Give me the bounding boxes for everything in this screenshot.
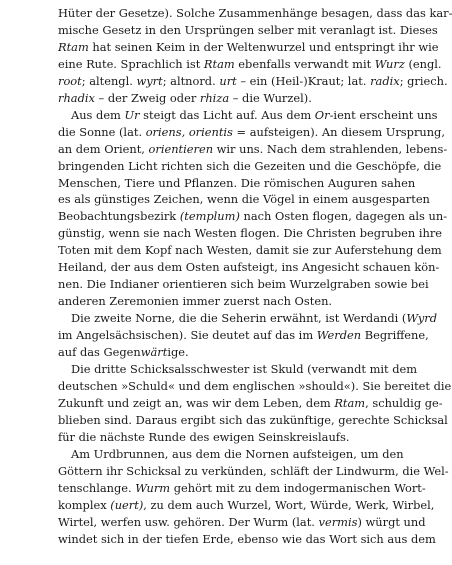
italic-term: wyrt xyxy=(136,73,163,88)
text-run: ) würgt und xyxy=(357,514,426,529)
text-run: günstig, wenn sie nach Westen flogen. Die Christen begruben ihre xyxy=(58,226,443,241)
text-run: eine Rute. Sprachlich ist xyxy=(58,56,204,71)
text-run: ; altnord. xyxy=(162,73,220,88)
text-run: steigt das Licht auf. Aus dem xyxy=(139,107,315,122)
italic-term: Wurz xyxy=(374,56,405,71)
italic-term: Wyrd xyxy=(406,311,437,326)
italic-term: Rtam xyxy=(334,395,366,410)
text-run: = aufsteigen). An diesem Ursprung, xyxy=(232,124,445,139)
text-line xyxy=(58,56,442,73)
paragraph xyxy=(58,361,452,446)
paragraph xyxy=(58,107,448,310)
text-run: Zukunft und zeigt an, was wir dem Leben, dem xyxy=(58,395,335,410)
text-run: auf das Gegen xyxy=(58,345,141,360)
text-run: ; griech. xyxy=(399,73,448,88)
text-line xyxy=(58,446,404,463)
text-line xyxy=(58,497,435,514)
text-run: bringenden Licht richten sich die Gezeiten und die Geschöpfe, die xyxy=(58,158,442,173)
text-line xyxy=(58,276,429,293)
text-line xyxy=(58,310,437,327)
text-run: für die nächste Runde des ewigen Seinskreislaufs. xyxy=(58,429,350,444)
text-run: Die zweite Norne, die die Seherin erwähnt, ist Werdandi ( xyxy=(71,311,407,326)
text-run: Aus dem xyxy=(71,107,125,122)
text-run: – der Zweig oder xyxy=(94,90,200,105)
text-run: Beobachtungsbezirk xyxy=(58,209,180,224)
italic-term: radix xyxy=(370,73,400,88)
text-run: Begriffene, xyxy=(361,328,429,343)
text-run: gehört mit zu dem indogermanischen Wort- xyxy=(170,480,426,495)
text-run: Heiland, der aus dem Osten aufsteigt, ins Angesicht schauen kön- xyxy=(58,260,440,275)
italic-term: Werden xyxy=(316,328,362,343)
text-run: Am Urdbrunnen, aus dem die Nornen aufsteigen, um den xyxy=(71,446,404,461)
text-run: anderen Zeremonien immer zuerst nach Osten. xyxy=(58,294,333,309)
italic-term: oriens, orientis xyxy=(145,124,233,139)
italic-term: rhiza xyxy=(199,90,230,105)
text-line xyxy=(58,344,380,361)
text-line xyxy=(58,480,426,497)
text-run: Menschen, Tiere und Pflanzen. Die römischen Auguren sahen xyxy=(58,175,416,190)
text-run: Hüter der Gesetze). Solche Zusammenhänge besagen, dass das kar- xyxy=(58,6,452,20)
italic-term: Wurm xyxy=(135,480,171,495)
text-line xyxy=(58,141,448,158)
text-line xyxy=(58,124,445,141)
text-run: komplex xyxy=(58,497,111,512)
text-line xyxy=(58,361,418,378)
text-run: windet sich in der tiefen Erde, ebenso wie das Wort sich aus dem xyxy=(58,531,436,546)
text-line xyxy=(58,293,380,310)
text-line xyxy=(58,39,439,56)
text-line xyxy=(58,225,443,242)
text-line xyxy=(58,463,449,480)
text-run: nen. Die Indianer orientieren sich beim Wurzelgraben sowie bei xyxy=(58,277,429,292)
paragraph xyxy=(58,5,452,107)
text-run: wir uns. Nach dem strahlenden, lebens- xyxy=(213,141,448,156)
text-line xyxy=(58,327,429,344)
paragraph xyxy=(58,310,437,361)
text-run: (engl. xyxy=(404,56,442,71)
text-line xyxy=(58,191,430,208)
text-line xyxy=(58,208,448,225)
italic-term: Rtam xyxy=(203,56,235,71)
text-run: Wirtel, werfen usw. gehören. Der Wurm (lat. xyxy=(58,514,319,529)
text-line xyxy=(58,412,448,429)
italic-term: Ur xyxy=(124,107,140,122)
text-line xyxy=(58,514,426,531)
text-run: im Angelsächsischen). Sie deutet auf das im xyxy=(58,328,317,343)
text-run: – die Wurzel). xyxy=(229,90,312,105)
italic-term: rhadix xyxy=(58,90,95,105)
text-run: an dem Orient, xyxy=(58,141,149,156)
text-line xyxy=(58,395,443,412)
text-run: Toten mit dem Kopf nach Westen, damit sie zur Auferstehung dem xyxy=(58,243,442,258)
text-run: – ein (Heil-)Kraut; lat. xyxy=(236,73,371,88)
text-run: blieben sind. Daraus ergibt sich das zukünftige, gerechte Schicksal xyxy=(58,412,448,427)
text-run: ; altengl. xyxy=(81,73,137,88)
text-run: , schuldig ge- xyxy=(365,395,443,410)
paragraph xyxy=(58,446,449,548)
text-line xyxy=(58,22,438,39)
text-line xyxy=(58,242,442,259)
text-run: es als günstiges Zeichen, wenn die Vögel in einem ausgesparten xyxy=(58,192,430,207)
italic-term: root xyxy=(58,73,82,88)
text-run: deutschen »Schuld« und dem englischen »should«). Sie bereitet die xyxy=(58,378,452,393)
text-line xyxy=(58,5,452,22)
text-line xyxy=(58,378,452,395)
text-line xyxy=(58,158,442,175)
text-run: ige. xyxy=(167,345,189,360)
text-line xyxy=(58,90,380,107)
text-run: mische Gesetz in den Ursprüngen selber mit veranlagt ist. Dieses xyxy=(58,22,438,37)
text-run: ebenfalls verwandt mit xyxy=(234,56,375,71)
text-line xyxy=(58,175,416,192)
text-run: tenschlange. xyxy=(58,480,136,495)
italic-term: vermis xyxy=(318,514,358,529)
italic-term: (uert) xyxy=(110,497,144,512)
italic-term: (templum) xyxy=(179,209,240,224)
italic-term: Rtam xyxy=(58,39,89,54)
text-line xyxy=(58,429,380,446)
italic-term: Or xyxy=(314,107,330,122)
text-run: nach Osten flogen, dagegen als un- xyxy=(239,209,448,224)
text-run: Die dritte Schicksalsschwester ist Skuld (verwandt mit dem xyxy=(71,362,418,377)
text-run: -ient erscheint uns xyxy=(329,107,438,122)
italic-term: orientieren xyxy=(148,141,214,156)
italic-term: wärt xyxy=(140,345,168,360)
text-run: Göttern ihr Schicksal zu verkünden, schläft der Lindwurm, die Wel- xyxy=(58,463,449,478)
text-run: hat seinen Keim in der Weltenwurzel und entspringt ihr wie xyxy=(88,39,439,54)
text-line xyxy=(58,73,448,90)
text-run: die Sonne (lat. xyxy=(58,124,146,139)
text-line xyxy=(58,259,440,276)
text-run: , zu dem auch Wurzel, Wort, Würde, Werk, Wirbel, xyxy=(143,497,435,512)
text-line xyxy=(58,531,436,548)
italic-term: urt xyxy=(219,73,237,88)
text-line xyxy=(58,107,438,124)
